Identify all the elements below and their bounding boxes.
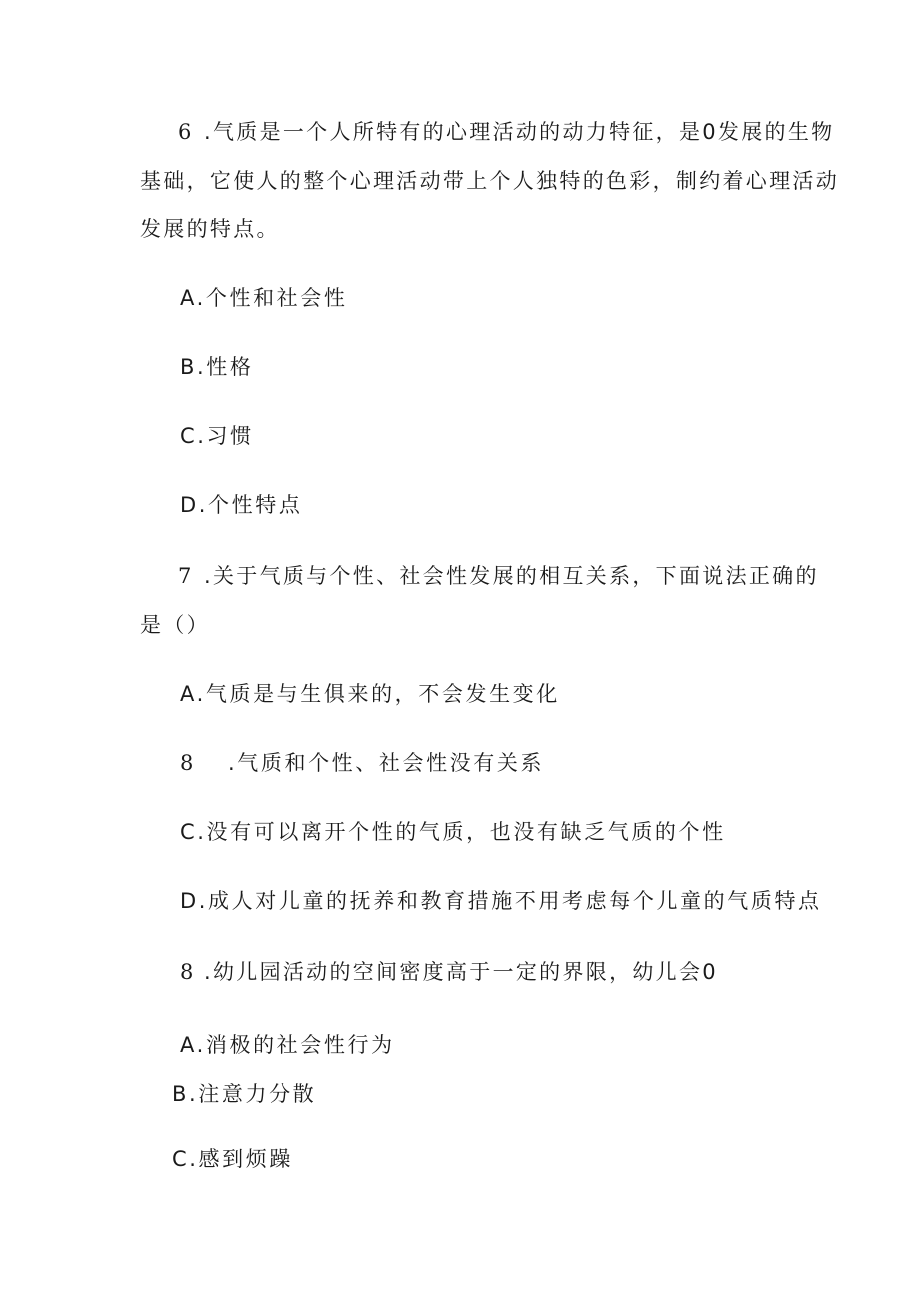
question-8-text-1: .幼儿园活动的空间密度高于一定的界限，幼儿会0	[204, 960, 718, 984]
question-6-option-d: D.个性特点	[180, 493, 303, 517]
question-6-option-a: A.个性和社会性	[180, 286, 348, 310]
question-7-option-d: D.成人对儿童的抚养和教育措施不用考虑每个儿童的气质特点	[180, 889, 822, 913]
question-8-option-c: C.感到烦躁	[172, 1147, 293, 1171]
question-6-line-2: 基础，它使人的整个心理活动带上个人独特的色彩，制约着心理活动	[140, 169, 839, 193]
question-7-number: 7	[178, 564, 194, 588]
question-8-line-1	[180, 960, 718, 984]
question-8-option-a: A.消极的社会性行为	[180, 1033, 395, 1057]
question-6-text-1: .气质是一个人所特有的心理活动的动力特征，是0发展的生物	[204, 120, 835, 144]
question-7-text-1: .关于气质与个性、社会性发展的相互关系，下面说法正确的	[204, 564, 819, 588]
question-6-option-c: C.习惯	[180, 424, 254, 448]
question-8-number: 8	[180, 960, 196, 984]
question-7-line-1	[178, 564, 819, 588]
question-6-number: 6	[178, 120, 194, 144]
question-7-option-b	[180, 751, 544, 775]
question-6-option-b: B.性格	[180, 355, 254, 379]
question-6-line-3: 发展的特点。	[140, 217, 280, 241]
question-7-line-2: 是（）	[140, 613, 210, 637]
question-7-option-b-number: 8	[180, 751, 196, 775]
question-8-option-b: B.注意力分散	[172, 1082, 317, 1106]
question-7-option-c: C.没有可以离开个性的气质，也没有缺乏气质的个性	[180, 820, 726, 844]
question-6-line-1	[178, 120, 834, 144]
question-7-option-b-text: .气质和个性、社会性没有关系	[228, 751, 545, 775]
question-7-option-a: A.气质是与生俱来的，不会发生变化	[180, 682, 560, 706]
